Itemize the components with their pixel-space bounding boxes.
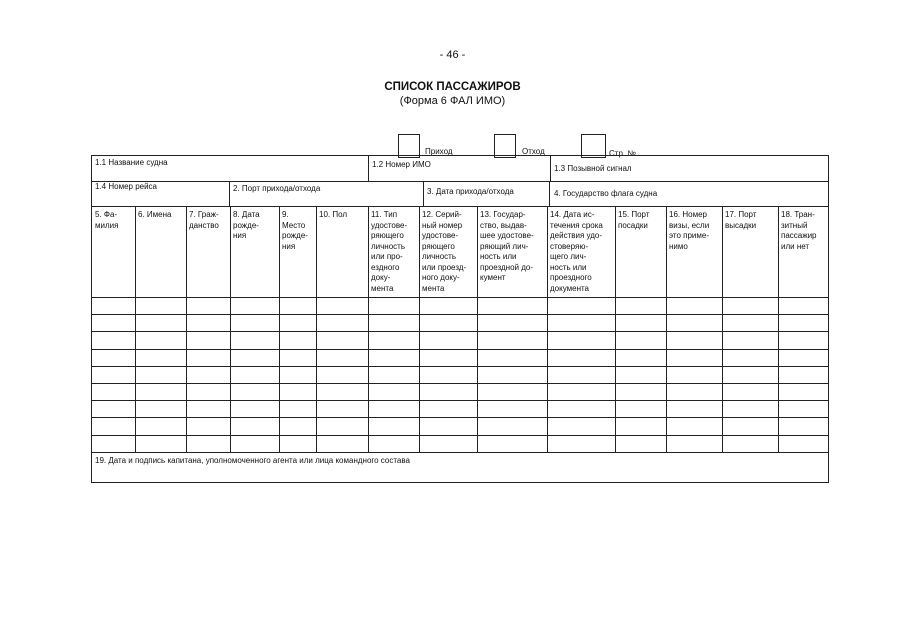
column-header: 8. Дата рожде- ния <box>233 210 260 240</box>
row-divider <box>92 206 829 207</box>
table-row[interactable] <box>92 383 829 400</box>
table-row[interactable] <box>92 366 829 383</box>
call-sign-field[interactable]: 1.3 Позывной сигнал <box>554 164 632 173</box>
column-header: 17. Порт высадки <box>725 210 757 230</box>
column-header: 18. Тран- зитный пассажир или нет <box>781 210 817 251</box>
table-row[interactable] <box>92 400 829 417</box>
passenger-list-form <box>91 155 829 483</box>
cell-divider <box>229 181 230 206</box>
signature-field[interactable]: 19. Дата и подпись капитана, уполномоченного агента или лица командного состава <box>95 456 410 465</box>
flag-state-field[interactable]: 4. Государство флага судна <box>554 189 658 198</box>
ship-name-field[interactable]: 1.1 Название судна <box>95 158 168 167</box>
column-header: 15. Порт посадки <box>618 210 650 230</box>
column-header: 5. Фа- милия <box>95 210 119 230</box>
cell-divider <box>368 156 369 181</box>
column-header: 9. Место рожде- ния <box>282 210 308 251</box>
signature-divider <box>92 452 829 453</box>
column-header: 10. Пол <box>319 210 348 219</box>
cell-divider <box>550 156 551 181</box>
cell-divider <box>549 181 550 206</box>
table-row[interactable] <box>92 297 829 314</box>
table-row[interactable] <box>92 331 829 348</box>
column-header: 13. Государ- ство, выдав- шее удостове- ряющий лич- ность или проездной до- кумент <box>480 210 534 282</box>
table-row[interactable] <box>92 349 829 366</box>
column-header: 16. Номер визы, если это приме- нимо <box>669 210 710 251</box>
imo-number-field[interactable]: 1.2 Номер ИМО <box>372 160 431 169</box>
arrival-checkbox-label: Приход <box>425 147 453 156</box>
column-header: 6. Имена <box>138 210 172 219</box>
table-row[interactable] <box>92 314 829 331</box>
page-number: - 46 - <box>439 49 466 61</box>
page-title: СПИСОК ПАССАЖИРОВ <box>384 81 521 93</box>
page-number-label: Стр. № <box>609 149 636 158</box>
column-header: 14. Дата ис- течения срока действия удо- стоверяю- щего лич- ность или проездного документа <box>550 210 603 293</box>
column-header: 7. Граж- данство <box>189 210 219 230</box>
column-header: 12. Серий- ный номер удостове- ряющего личность или проезд- ного доку- мента <box>422 210 467 293</box>
departure-checkbox-label: Отход <box>522 147 545 156</box>
cell-divider <box>423 181 424 206</box>
date-field[interactable]: 3. Дата прихода/отхода <box>427 187 514 196</box>
voyage-number-field[interactable]: 1.4 Номер рейса <box>95 182 158 191</box>
port-field[interactable]: 2. Порт прихода/отхода <box>233 184 321 193</box>
table-row[interactable] <box>92 417 829 434</box>
row-divider <box>92 181 829 182</box>
table-row[interactable] <box>92 435 829 452</box>
column-header: 11. Тип удостове- ряющего личность или про- ездного доку- мента <box>371 210 408 293</box>
form-subtitle: (Форма 6 ФАЛ ИМО) <box>399 95 506 107</box>
